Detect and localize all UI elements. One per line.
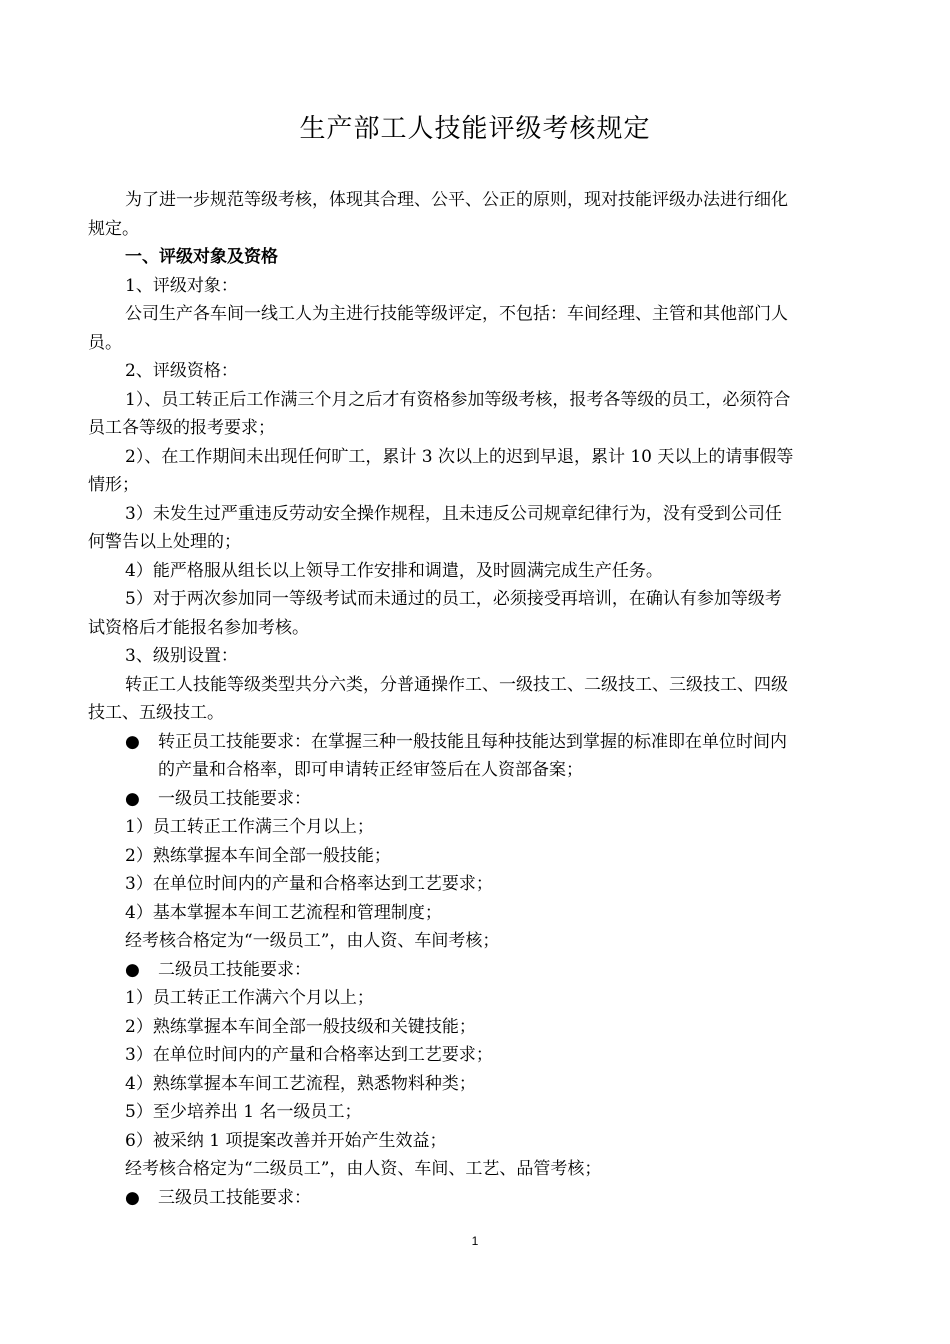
paragraph-cont: 试资格后才能报名参加考核。 [88,617,309,638]
bullet-text: 三级员工技能要求： [158,1187,311,1208]
paragraph: 转正工人技能等级类型共分六类，分普通操作工、一级技工、二级技工、三级技工、四级 [125,674,788,695]
bullet-item [88,956,864,985]
page-number: 1 [471,1234,479,1248]
result-line: 经考核合格定为“一级员工”，由人资、车间考核； [125,931,500,951]
paragraph: 4）能严格服从组长以上领导工作安排和调遣，及时圆满完成生产任务。 [125,560,663,581]
paragraph-cont: 何警告以上处理的； [88,532,241,552]
bullet-dot-icon: ● [125,788,140,809]
result-line: 经考核合格定为“二级员工”，由人资、车间、工艺、品管考核； [125,1159,602,1179]
paragraph: 5）对于两次参加同一等级考试而未通过的员工，必须接受再培训，在确认有参加等级考 [125,589,782,609]
list-item: 2）熟练掌握本车间全部一般技能； [125,845,391,866]
paragraph: 1）、员工转正后工作满三个月之后才有资格参加等级考核，报考各等级的员工，必须符合 [125,389,791,410]
paragraph-cont: 员工各等级的报考要求； [88,418,275,438]
paragraph-cont: 员。 [88,332,122,353]
paragraph-cont: 技工、五级技工。 [88,703,224,723]
item-heading: 2、评级资格： [125,361,238,381]
paragraph-cont: 情形； [88,475,139,495]
bullet-text-cont: 的产量和合格率，即可申请转正经审签后在人资部备案； [158,760,583,780]
bullet-text: 二级员工技能要求： [158,959,311,980]
item-heading: 3、级别设置： [125,646,238,666]
paragraph: 3）未发生过严重违反劳动安全操作规程，且未违反公司规章纪律行为，没有受到公司任 [125,503,782,524]
list-item: 3）在单位时间内的产量和合格率达到工艺要求； [125,874,493,894]
paragraph: 2）、在工作期间未出现任何旷工，累计 3 次以上的迟到早退，累计 10 天以上的请事假等 [125,446,794,467]
bullet-dot-icon: ● [125,959,140,980]
bullet-item [88,1184,864,1213]
bullet-dot-icon: ● [125,1187,140,1208]
list-item: 3）在单位时间内的产量和合格率达到工艺要求； [125,1045,493,1065]
list-item: 4）基本掌握本车间工艺流程和管理制度； [125,902,442,923]
bullet-text: 一级员工技能要求： [158,788,311,809]
bullet-text: 转正员工技能要求：在掌握三种一般技能且每种技能达到掌握的标准即在单位时间内 [158,731,787,752]
list-item: 6）被采纳 1 项提案改善并开始产生效益； [125,1130,447,1151]
paragraph: 公司生产各车间一线工人为主进行技能等级评定，不包括：车间经理、主管和其他部门人 [125,304,788,324]
section-heading: 一、评级对象及资格 [125,247,278,267]
document-title: 生产部工人技能评级考核规定 [299,114,651,144]
list-item: 1）员工转正工作满六个月以上； [125,988,374,1008]
list-item: 1）员工转正工作满三个月以上； [125,817,374,837]
intro-paragraph-cont: 规定。 [88,218,139,239]
bullet-dot-icon: ● [125,731,140,752]
item-heading: 1、评级对象： [125,275,238,296]
bullet-item [88,785,864,814]
bullet-item [88,728,864,757]
document-body [88,186,864,1212]
list-item: 2）熟练掌握本车间全部一般技级和关键技能； [125,1016,476,1037]
list-item: 4）熟练掌握本车间工艺流程，熟悉物料种类； [125,1073,476,1094]
list-item: 5）至少培养出 1 名一级员工； [125,1102,362,1122]
intro-paragraph: 为了进一步规范等级考核，体现其合理、公平、公正的原则，现对技能评级办法进行细化 [125,190,788,210]
